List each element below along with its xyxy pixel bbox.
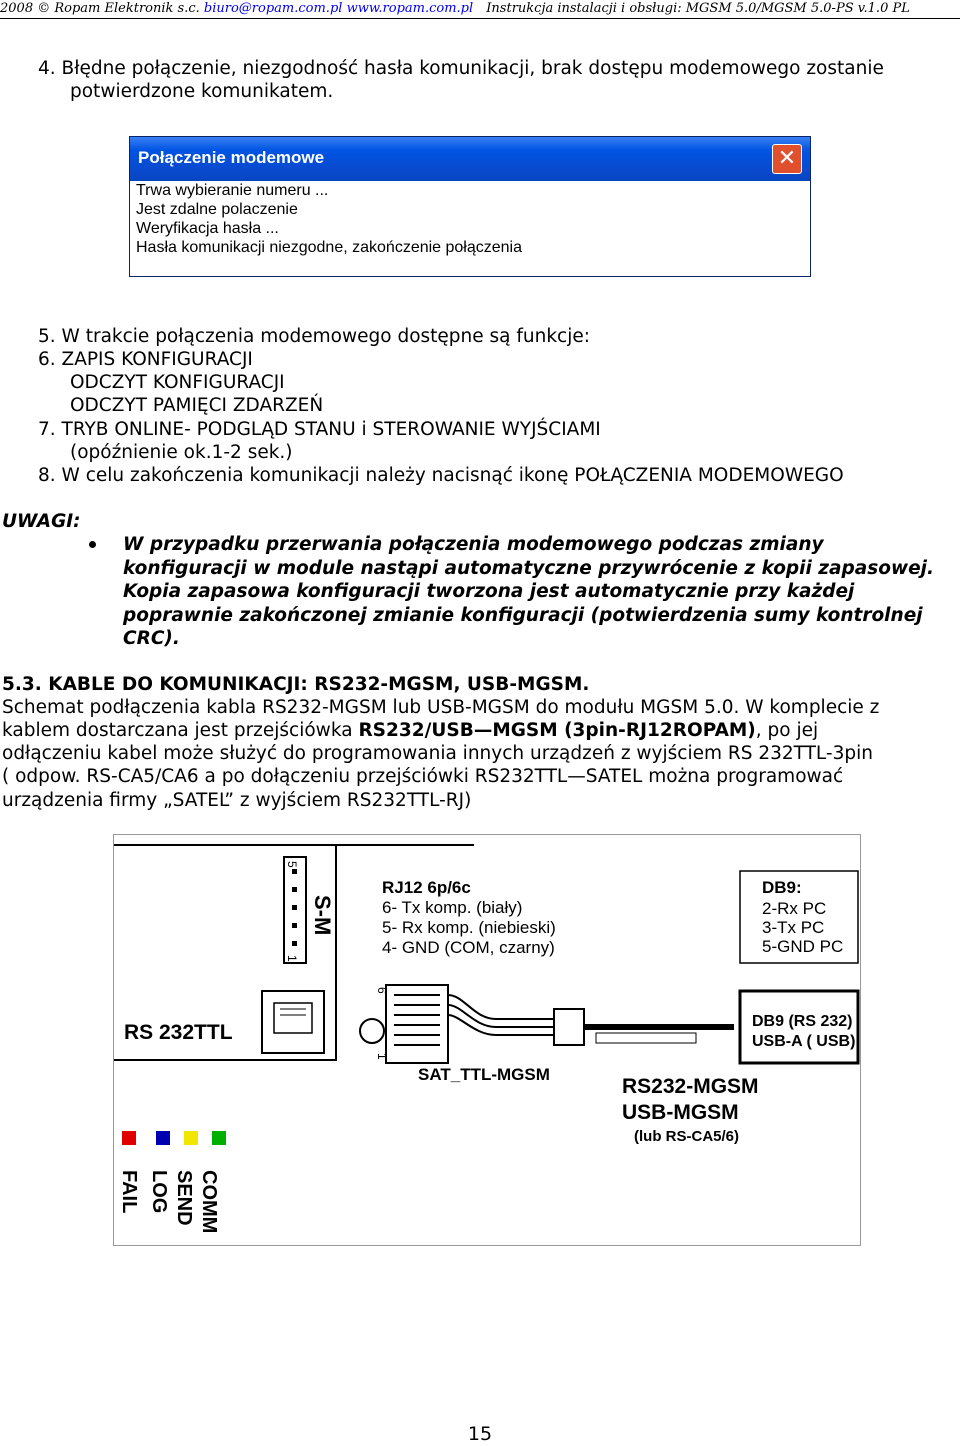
rj12-pin-line: 5- Rx komp. (niebieski) [382,918,556,937]
rj12-pin6-label: 6 [375,987,389,994]
dialog-title: Połączenie modemowe [138,148,325,167]
item4-line2: potwierdzone komunikatem. [70,81,334,102]
item6: 6. ZAPIS KONFIGURACJI [38,349,253,370]
note-line: W przypadku przerwania połączenia modemowego podczas zmiany [123,534,824,555]
cable-name: USB-MGSM [622,1101,739,1124]
paragraph-text: , po jej [755,720,819,741]
status-line: Weryfikacja hasła ... [136,220,279,237]
item7: 7. TRYB ONLINE- PODGLĄD STANU i STEROWANIE WYJŚCIAMI [38,419,601,440]
led-comm [212,1131,226,1145]
modem-connection-dialog [129,136,811,277]
section-paragraph-line3: odłączeniu kabel może służyć do programowania innych urządzeń z wyjściem RS 232TTL-3pin [2,743,873,764]
header-year: 2008 [0,1,34,16]
header-website-link[interactable]: www.ropam.com.pl [346,1,474,16]
cable-wire [448,1005,554,1027]
item7-line2: (opóźnienie ok.1-2 sek.) [70,442,293,463]
cable-label: SAT_TTL-MGSM [418,1065,550,1084]
db9-pin-line: 3-Tx PC [762,918,825,937]
header-doc-title: Instrukcja instalacji i obsługi: MGSM 5.0/MGSM 5.0-PS v.1.0 PL [486,1,910,16]
led-label-comm: COMM [198,1170,220,1234]
db9-box-line2: USB-A ( USB) [752,1033,856,1050]
db9-box-line1: DB9 (RS 232) [752,1013,853,1030]
header-email-link[interactable]: biuro@ropam.com.pl [203,1,343,16]
section-paragraph-line2 [2,719,818,742]
item4-line1: 4. Błędne połączenie, niezgodność hasła komunikacji, brak dostępu modemowego zostanie [38,58,884,79]
note-line: konfiguracji w module nastąpi automatyczne przywrócenie z kopii zapasowej. [123,558,935,579]
rj12-pin1-label: 1 [375,1053,389,1060]
close-icon: ✕ [777,146,797,171]
rs232ttl-label: RS 232TTL [124,1021,233,1044]
cable-name: RS232-MGSM [622,1075,759,1098]
note-line: CRC). [123,628,180,649]
connector-pin [292,887,297,892]
sm-pin5-label: 5 [285,861,299,868]
section-heading: 5.3. KABLE DO KOMUNIKACJI: RS232-MGSM, USB-MGSM. [2,674,590,695]
rj12-pin-line: 4- GND (COM, czarny) [382,938,555,957]
db9-pin-line: 5-GND PC [762,937,844,956]
section-paragraph-line5: urządzenia firmy „SATEL” z wyjściem RS232TTL-RJ) [2,790,472,811]
db9-title: DB9: [762,878,802,897]
led-label-send: SEND [173,1170,195,1226]
bullet-dot [89,541,96,548]
close-button[interactable] [772,144,802,174]
item8: 8. W celu zakończenia komunikacji należy nacisnąć ikonę POŁĄCZENIA MODEMOWEGO [38,465,844,486]
led-label-log: LOG [148,1170,170,1214]
rj12-pin-line: 6- Tx komp. (biały) [382,898,523,917]
note-line: Kopia zapasowa konfiguracji tworzona jest automatycznie przy każdej [123,581,855,602]
item6-line3: ODCZYT PAMIĘCI ZDARZEŃ [70,395,324,416]
status-line: Hasła komunikacji niezgodne, zakończenie połączenia [136,239,523,256]
led-label-fail: FAIL [118,1170,140,1214]
item6-line2: ODCZYT KONFIGURACJI [70,372,285,393]
connector-pin [292,923,297,928]
connector-pin [292,905,297,910]
mounting-hole [360,1019,384,1043]
notes-heading: UWAGI: [2,511,81,532]
db9-pin-line: 2-Rx PC [762,899,827,918]
connector-pin [292,941,297,946]
paragraph-text: kablem dostarczana jest przejściówka [2,720,359,741]
led-log [156,1131,170,1145]
copyright-symbol: © [37,1,51,16]
dialog-body [130,181,810,277]
status-line: Jest zdalne polaczenie [136,201,298,218]
rj-socket [262,991,324,1053]
cable-connection-diagram [113,834,861,1246]
header-company: Ropam Elektronik s.c. [54,1,200,16]
rj12-title: RJ12 6p/6c [382,878,471,897]
section-paragraph-line1: Schemat podłączenia kabla RS232-MGSM lub USB-MGSM do modułu MGSM 5.0. W komplecie z [2,697,880,718]
adapter-connector [554,1009,584,1045]
page-number: 15 [467,1423,493,1445]
status-line: Trwa wybieranie numeru ... [136,182,329,199]
adapter-name: RS232/USB—MGSM (3pin-RJ12ROPAM) [358,720,756,741]
led-send [184,1131,198,1145]
sm-pin1-label: 1 [285,955,299,962]
sm-label: S-M [310,895,335,936]
page-header [0,0,960,19]
item5: 5. W trakcie połączenia modemowego dostępne są funkcje: [38,326,590,347]
cable-wire [448,995,554,1019]
note-line: poprawnie zakończonej zmianie konfiguracji (potwierdzenia sumy kontrolnej [123,605,923,626]
connector-pin [292,869,297,874]
section-paragraph-line4: ( odpow. RS-CA5/CA6 a po dołączeniu przejściówki RS232TTL—SATEL można programować [2,766,844,787]
adapter-body [596,1033,696,1043]
diagram-canvas [114,835,860,1245]
led-fail [122,1131,136,1145]
cable-alt-name: (lub RS-CA5/6) [634,1128,739,1145]
dialog-titlebar [130,137,810,181]
